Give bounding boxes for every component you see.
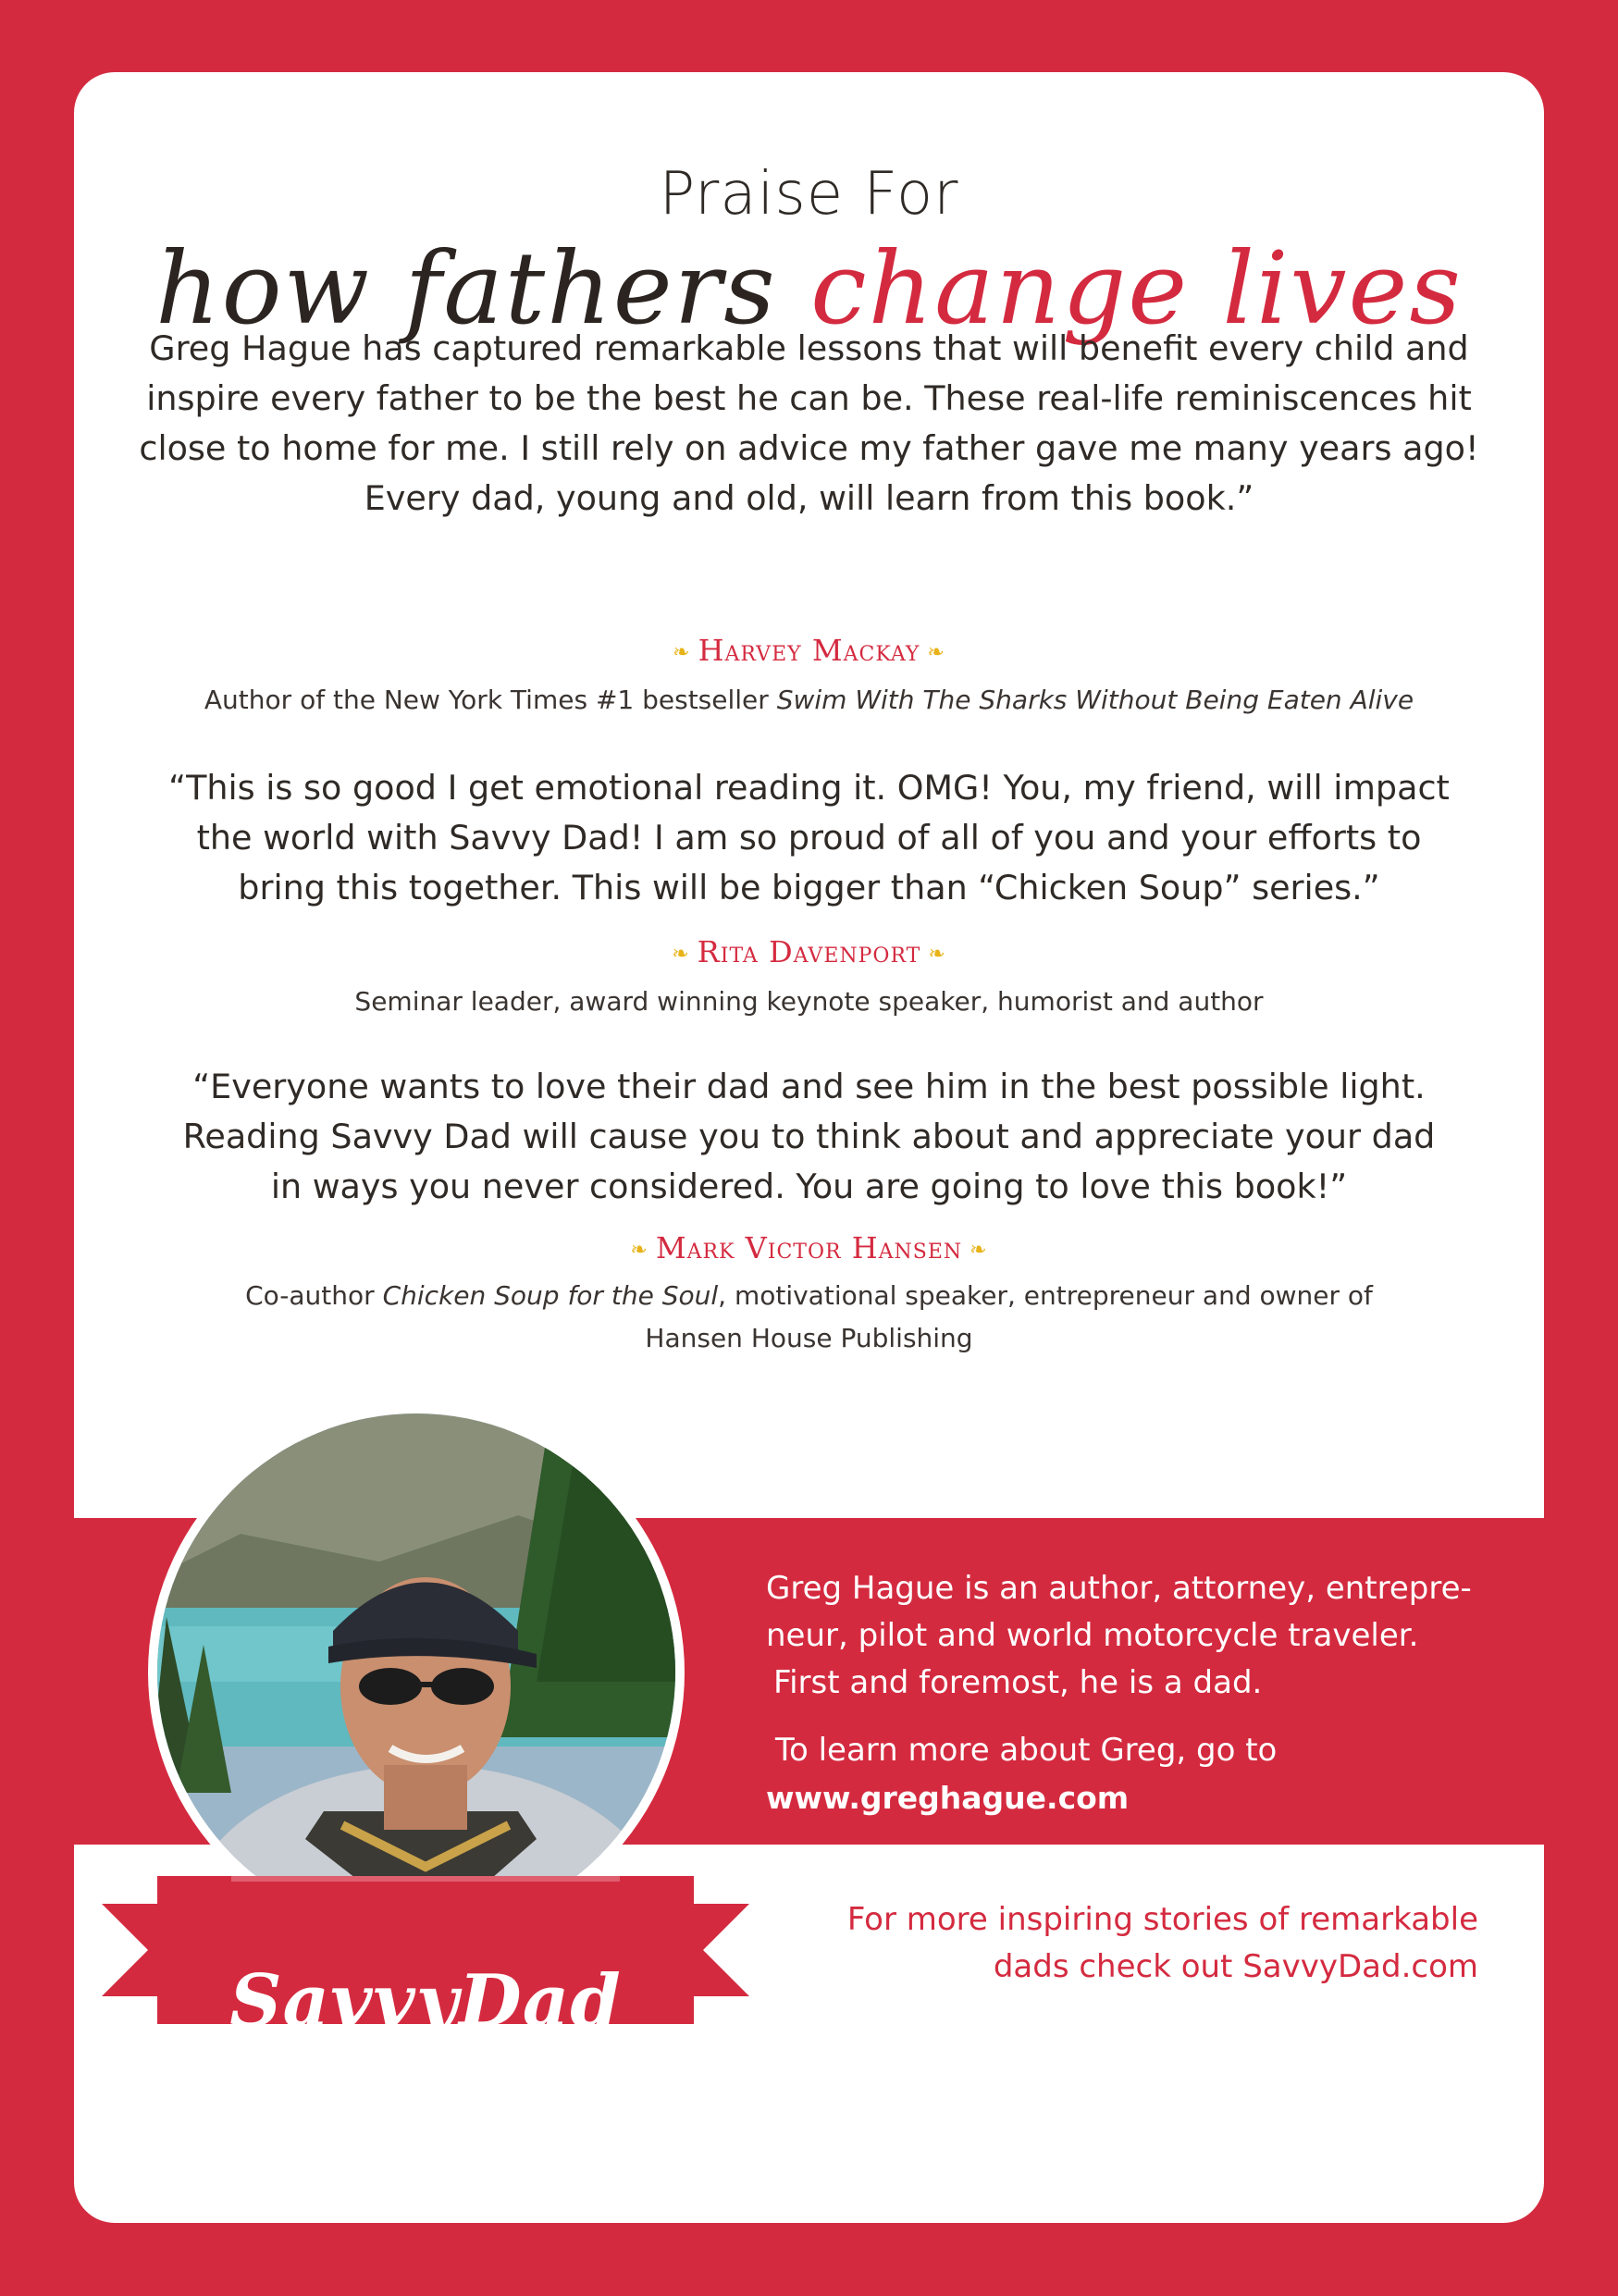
learn-more-text: To learn more about Greg, go to	[775, 1732, 1278, 1769]
quote-line: “Everyone wants to love their dad and see him in the best possible light.	[192, 1067, 1426, 1106]
savvydad-logo: SavvyDad	[229, 1959, 622, 2043]
testimonial-quote-3	[130, 1062, 1488, 1212]
attribution-name: Rita Davenport	[697, 934, 921, 969]
attribution-book-title: Chicken Soup for the Soul	[382, 1280, 719, 1311]
quote-line: Greg Hague has captured remarkable lessons that will benefit every child and	[149, 328, 1469, 368]
testimonial-quote-2	[130, 763, 1488, 913]
quote-line: the world with Savvy Dad! I am so proud of all of you and your efforts to	[196, 818, 1422, 858]
attribution-desc: , motivational speaker, entrepreneur and owner of	[718, 1280, 1373, 1311]
attribution-desc: Hansen House Publishing	[645, 1323, 973, 1353]
testimonial-quote-1	[130, 324, 1488, 524]
fleur-ornament-icon: ❧	[970, 1239, 988, 1262]
attribution-desc: Author of the New York Times #1 bestseller	[204, 685, 777, 715]
promo-text	[814, 1896, 1478, 1991]
author-bio	[766, 1565, 1497, 1821]
page-card	[74, 72, 1544, 2223]
fleur-ornament-icon: ❧	[630, 1239, 648, 1262]
bio-line: neur, pilot and world motorcycle traveler.	[766, 1617, 1419, 1654]
attribution-name: Harvey Mackay	[698, 633, 920, 668]
quote-line: Every dad, young and old, will learn from this book.”	[364, 478, 1254, 518]
testimonial-name-1	[74, 633, 1544, 668]
quote-line: Reading Savvy Dad will cause you to think about and appreciate your dad	[182, 1117, 1436, 1156]
quote-line: inspire every father to be the best he can be. These real-life reminiscences hit	[146, 378, 1472, 418]
bio-line: Greg Hague is an author, attorney, entrepre-	[766, 1570, 1472, 1607]
quote-line: “This is so good I get emotional reading it. OMG! You, my friend, will impact	[168, 768, 1450, 808]
quote-line: bring this together. This will be bigger than “Chicken Soup” series.”	[238, 868, 1380, 907]
quote-line: close to home for me. I still rely on advice my father gave me many years ago!	[139, 428, 1479, 468]
quote-line: in ways you never considered. You are going to love this book!”	[270, 1167, 1348, 1206]
testimonial-name-3	[74, 1230, 1544, 1265]
fleur-ornament-icon: ❧	[672, 943, 690, 966]
fleur-ornament-icon: ❧	[927, 641, 945, 664]
author-photo-illustration	[148, 1404, 685, 1941]
author-photo	[148, 1404, 685, 1941]
testimonial-desc-2: Seminar leader, award winning keynote speaker, humorist and author	[354, 986, 1264, 1017]
book-title-part2: change lives	[810, 231, 1463, 347]
fleur-ornament-icon: ❧	[673, 641, 691, 664]
author-website-link[interactable]: www.greghague.com	[766, 1780, 1130, 1816]
spacer	[766, 1707, 1497, 1727]
testimonial-desc-1	[167, 679, 1451, 722]
attribution-name: Mark Victor Hansen	[655, 1230, 963, 1265]
attribution-book-title: Swim With The Sharks Without Being Eaten Alive	[776, 685, 1414, 715]
testimonial-desc-3	[167, 1275, 1451, 1360]
attribution-desc: Co-author	[245, 1280, 383, 1311]
fleur-ornament-icon: ❧	[928, 943, 946, 966]
bio-line: First and foremost, he is a dad.	[773, 1664, 1263, 1701]
testimonial-name-2	[74, 934, 1544, 969]
praise-heading: Praise For	[659, 160, 959, 228]
book-title-part1: how fathers	[155, 231, 777, 347]
promo-line: dads check out SavvyDad.com	[993, 1948, 1478, 1985]
promo-line: For more inspiring stories of remarkable	[846, 1901, 1478, 1938]
